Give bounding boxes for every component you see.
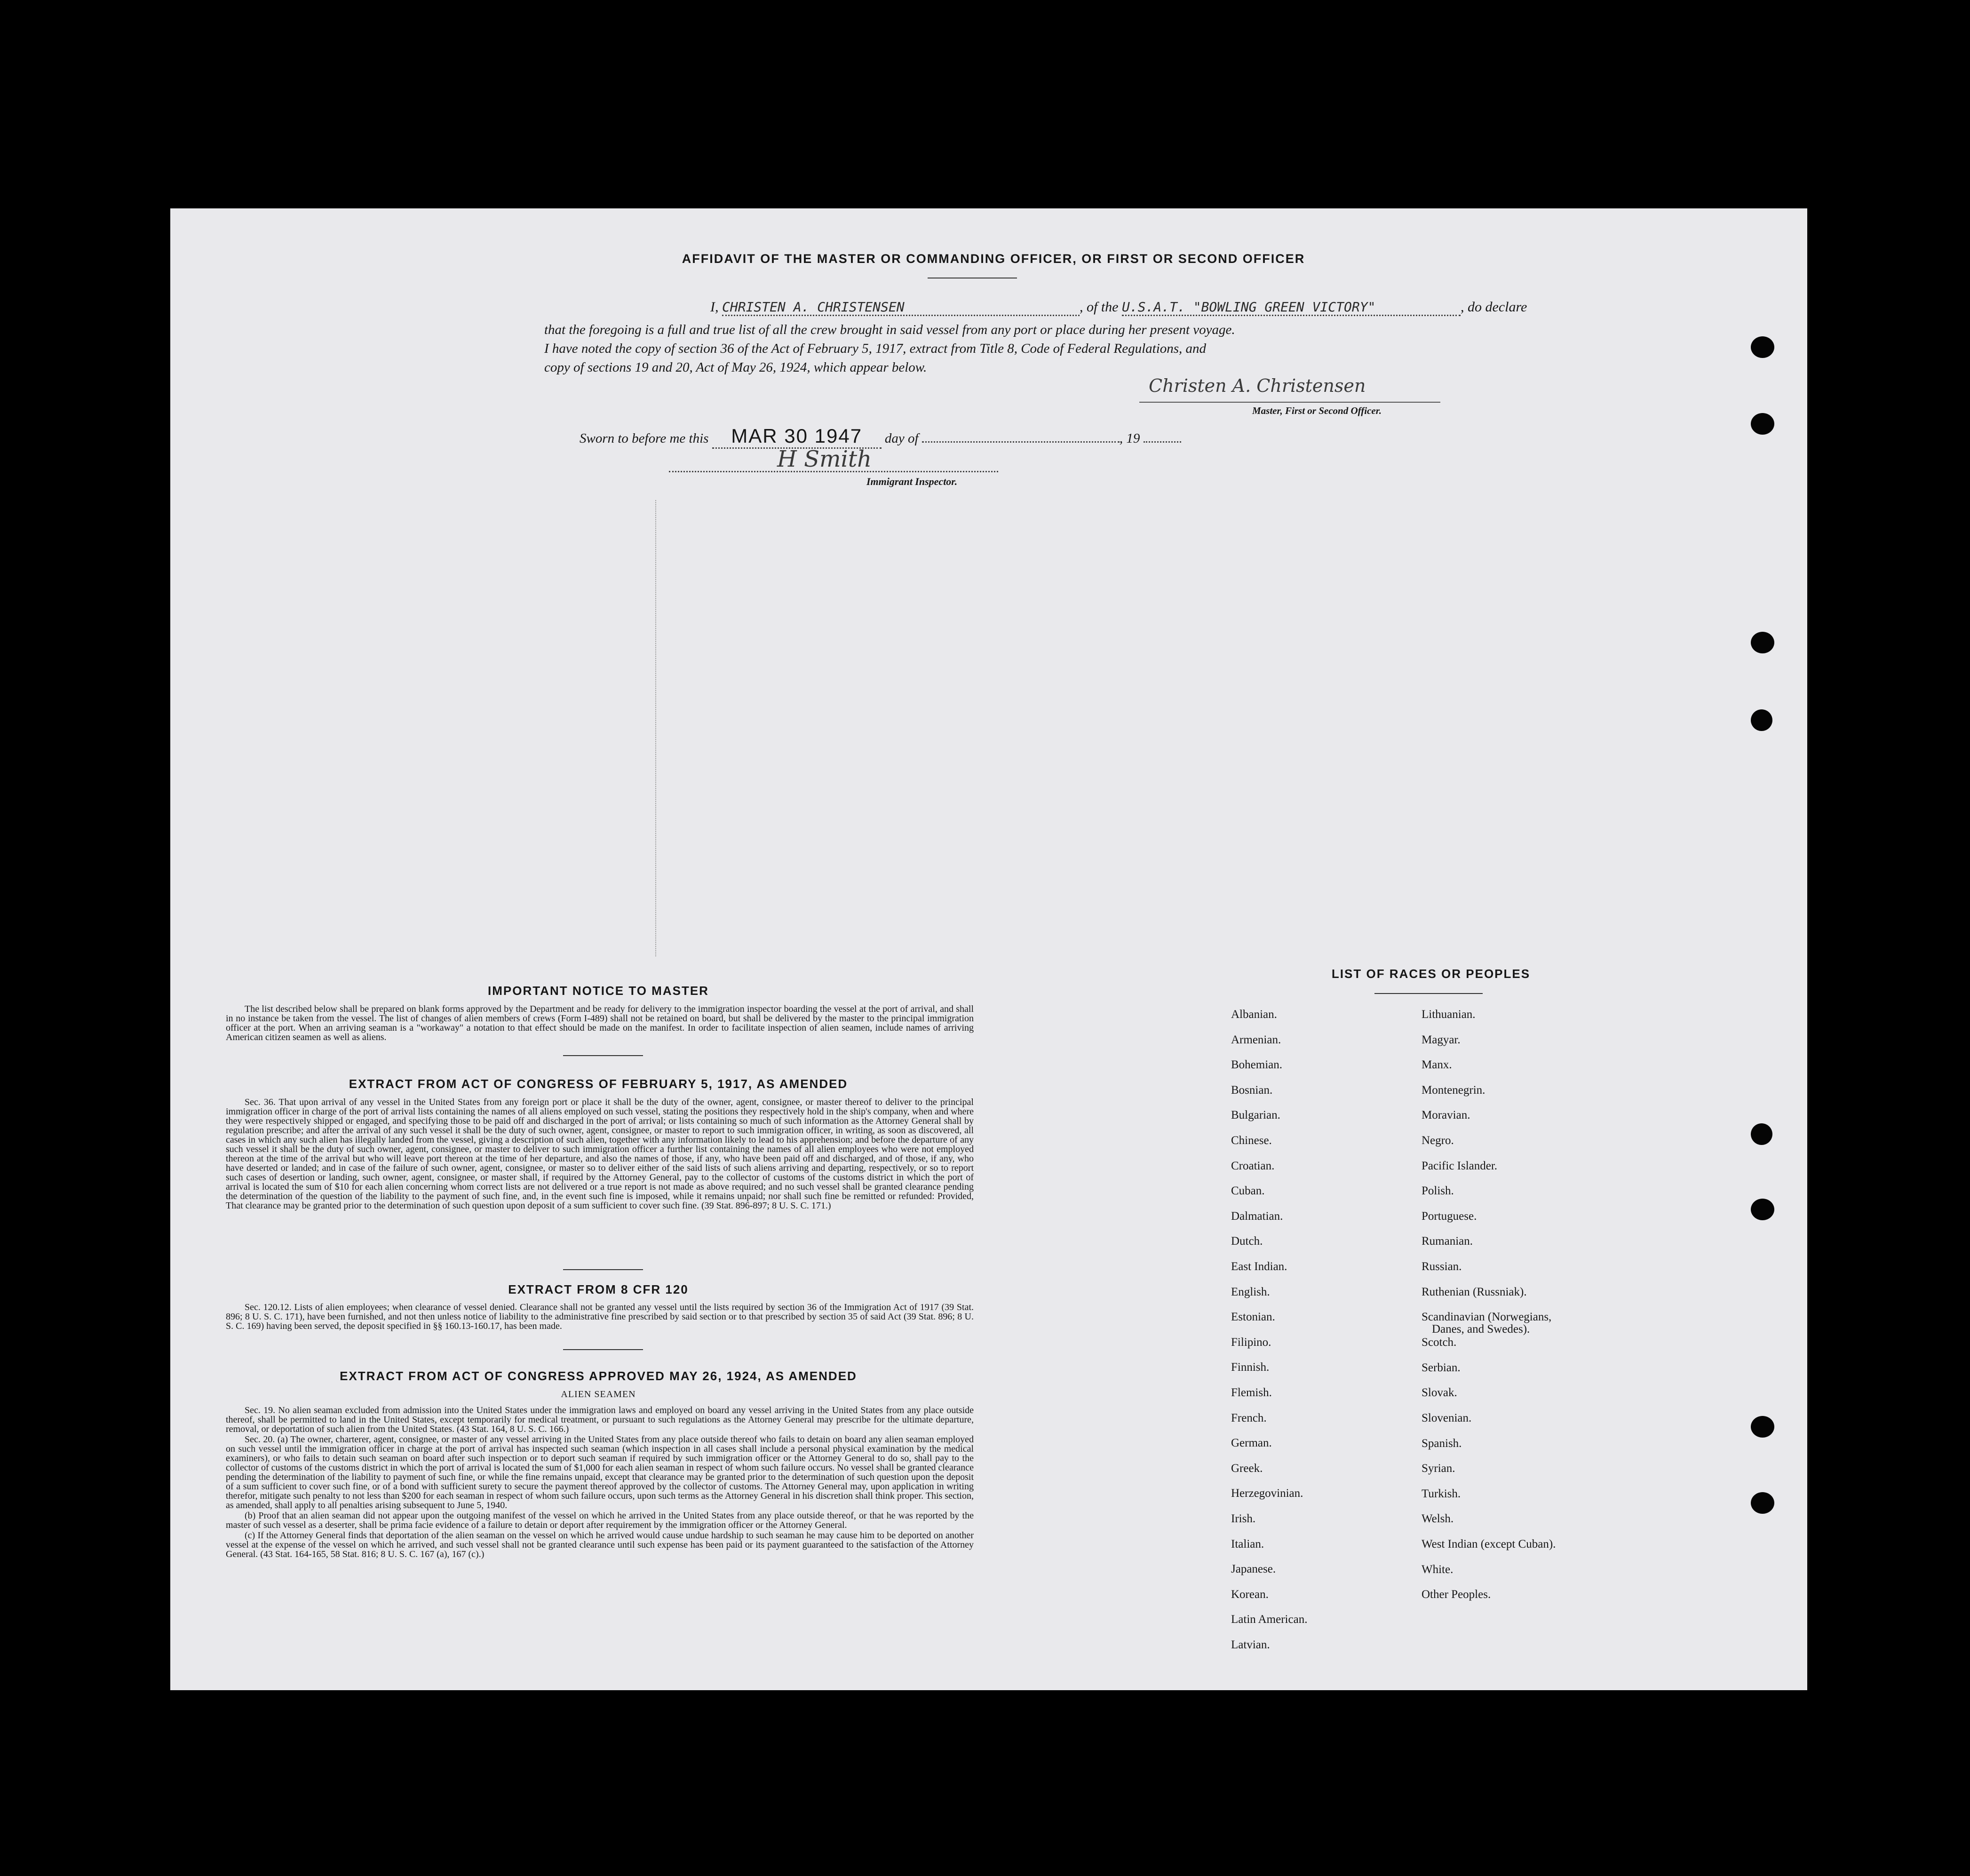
- extract-1924-sec19: Sec. 19. No alien seaman excluded from admission into the United States under the immigration laws and employed on board any vessel arriving in the United States from any place outside thereof, shall be permitted to land in the United States, except temporarily for medical treatment, or pursuant to such regulations as the Attorney General may prescribe for the ultimate departure, removal, or deportation of such alien from the United States. (43 Stat. 164, 8 U. S. C. 166.): [226, 1405, 974, 1434]
- year-prefix: , 19: [1119, 431, 1140, 446]
- extract-1924-sec20a: Sec. 20. (a) The owner, charterer, agent, consignee, or master of any vessel arriving in the United States from any place outside thereof who fails to detain on board any alien seaman employed on such vessel until the immigration officer in charge at the port of arrival has inspected such seaman (which inspection in all cases shall include a personal physical examination by the medical examiners), or who fails to detain such seaman on board after such inspection or to deport such seaman if required by such immigration officer or the Attorney General to do so, shall pay to the collector of customs of the customs district in which the port of arrival is located the sum of $1,000 for each alien seaman in respect of whom such failure occurs. No vessel shall be granted clearance pending the determination of the liability to payment of such fine, or while the fine remains unpaid, except that clearance may be granted prior to the determination of such question upon the deposit of a sum sufficient to cover such fine, or of a bond with sufficient surety to secure the payment thereof approved by the collector of customs. The Attorney General may, upon application in writing therefor, mitigate such penalty to not less than $200 for each seaman in respect of whom such failure occurs, upon such terms as the Attorney General in his discretion shall think proper. This section, as amended, shall apply to all penalties arising subsequent to June 5, 1940.: [226, 1434, 974, 1510]
- binder-hole: [1751, 413, 1774, 435]
- race-item: Portuguese.: [1422, 1209, 1477, 1223]
- race-item: Turkish.: [1422, 1487, 1461, 1500]
- extract-1924-sec20b: (b) Proof that an alien seaman did not appear upon the outgoing manifest of the vessel on which he arrived in the United States from any place outside thereof, or that he was reported by the master of such vessel as a deserter, shall be prima facie evidence of a failure to detain or deport after requirement by the immigration officer or the Attorney General.: [226, 1510, 974, 1530]
- race-item: Korean.: [1231, 1588, 1269, 1601]
- extract-1924-sec20c: (c) If the Attorney General finds that deportation of the alien seaman on the vessel on which he arrived would cause undue hardship to such seaman he may cause him to be deported on another vessel at the expense of the vessel on which he arrived, and such vessel shall not be granted clearance until such expense has been paid or its payment guaranteed to the satisfaction of the Attorney General. (43 Stat. 164-165, 58 Stat. 816; 8 U. S. C. 167 (a), 167 (c).): [226, 1530, 974, 1559]
- declaration-body: [544, 320, 1626, 377]
- extract-1917-body: [226, 1097, 974, 1211]
- race-item: Irish.: [1231, 1512, 1256, 1525]
- fold-guide-line: [655, 500, 656, 956]
- race-item: Bohemian.: [1231, 1058, 1283, 1072]
- master-signature: Christen A. Christensen: [1149, 375, 1366, 396]
- race-item: Syrian.: [1422, 1462, 1455, 1475]
- race-item: Danes, and Swedes).: [1432, 1323, 1530, 1336]
- document-page: [170, 208, 1807, 1690]
- sworn-line: [580, 425, 1473, 449]
- binder-hole: [1751, 336, 1774, 358]
- race-item: Negro.: [1422, 1134, 1454, 1147]
- sworn-date-stamp: MAR 30 1947: [712, 425, 882, 449]
- binder-hole: [1751, 709, 1772, 731]
- race-item: Polish.: [1422, 1184, 1454, 1198]
- extract-1917-sec: Sec. 36.: [245, 1097, 276, 1107]
- extract-cfr-title: EXTRACT FROM 8 CFR 120: [508, 1282, 689, 1296]
- binder-hole: [1751, 632, 1774, 653]
- month-field: [922, 441, 1120, 443]
- race-item: Welsh.: [1422, 1512, 1454, 1526]
- race-item: Serbian.: [1422, 1361, 1461, 1374]
- races-title: LIST OF RACES OR PEOPLES: [1331, 967, 1531, 981]
- year-field: [1144, 441, 1181, 443]
- race-item: Russian.: [1422, 1260, 1462, 1273]
- race-item: Scandinavian (Norwegians,: [1422, 1311, 1552, 1324]
- notice-title: IMPORTANT NOTICE TO MASTER: [488, 984, 709, 998]
- race-item: Armenian.: [1231, 1033, 1281, 1046]
- of-the-text: , of the: [1080, 299, 1119, 315]
- race-item: West Indian (except Cuban).: [1422, 1538, 1556, 1550]
- race-item: Slovenian.: [1422, 1412, 1472, 1424]
- vessel-name-field: U.S.A.T. "BOWLING GREEN VICTORY": [1122, 299, 1461, 316]
- race-item: Moravian.: [1422, 1109, 1470, 1122]
- binder-hole: [1751, 1199, 1774, 1220]
- race-item: Filipino.: [1231, 1335, 1271, 1349]
- race-item: Chinese.: [1231, 1134, 1272, 1147]
- extract-1917-text: [226, 1097, 974, 1210]
- master-name-field: CHRISTEN A. CHRISTENSEN: [722, 299, 1080, 316]
- race-item: Montenegrin.: [1422, 1083, 1485, 1097]
- race-item: Latin American.: [1231, 1613, 1308, 1626]
- extract-1917-title: EXTRACT FROM ACT OF CONGRESS OF FEBRUARY 5, 1917, AS AMENDED: [349, 1077, 848, 1091]
- inspector-signature: H Smith: [777, 446, 872, 472]
- race-item: Croatian.: [1231, 1159, 1275, 1172]
- race-item: Spanish.: [1422, 1437, 1462, 1450]
- race-item: Pacific Islander.: [1422, 1159, 1498, 1172]
- do-declare-text: , do declare: [1461, 299, 1527, 315]
- extract-1917-rule: [563, 1269, 643, 1270]
- binder-hole: [1751, 1123, 1772, 1145]
- extract-cfr-body: [226, 1303, 974, 1332]
- race-item: White.: [1422, 1563, 1454, 1576]
- sworn-prefix: Sworn to before me this: [580, 431, 709, 446]
- affidavit-title: AFFIDAVIT OF THE MASTER OR COMMANDING OFFICER, OR FIRST OR SECOND OFFICER: [682, 252, 1305, 266]
- race-item: Bosnian.: [1231, 1083, 1273, 1097]
- binder-hole: [1751, 1416, 1774, 1438]
- race-item: East Indian.: [1231, 1260, 1287, 1273]
- race-item: Latvian.: [1231, 1638, 1270, 1651]
- race-item: Scotch.: [1422, 1336, 1457, 1349]
- race-item: Manx.: [1422, 1058, 1452, 1072]
- extract-cfr-content: Lists of alien employees; when clearance of vessel denied. Clearance shall not be granted any vessel until the lists required by section 36 of the Immigration Act of 1917 (39 Stat. 896; 8 U. S. C. 171), have been furnished, and not then unless notice of liability to the administrative fine prescribed by said section or to that prescribed by section 35 of said Act (39 Stat. 896; 8 U. S. C. 169) having been served, the deposit specified in §§ 160.13-160.17, has been made.: [226, 1302, 974, 1331]
- race-item: English.: [1231, 1285, 1270, 1298]
- extract-cfr-sec: Sec. 120.12.: [245, 1302, 292, 1312]
- declaration-line-4: copy of sections 19 and 20, Act of May 26, 1924, which appear below.: [544, 360, 927, 375]
- race-item: Albanian.: [1231, 1008, 1277, 1021]
- declaration-line-2: that the foregoing is a full and true list of all the crew brought in said vessel from any port or place during her present voyage.: [544, 322, 1235, 337]
- race-item: Ruthenian (Russniak).: [1422, 1285, 1527, 1298]
- master-caption: Master, First or Second Officer.: [1252, 405, 1382, 416]
- race-item: Slovak.: [1422, 1386, 1457, 1399]
- signature-line: [1139, 402, 1440, 403]
- extract-cfr-text: [226, 1303, 974, 1331]
- inspector-line: [669, 470, 998, 472]
- notice-body: [226, 1004, 974, 1043]
- race-item: Japanese.: [1231, 1563, 1276, 1576]
- extract-1917-content: That upon arrival of any vessel in the United States from any foreign port or place it shall be the duty of the owner, agent, consignee, or master thereof to deliver to the principal immigration officer in charge of the port of arrival lists containing the names of all aliens employed on such vessel, stating the positions they respectively hold in the ship's company, when and where they were respectively shipped or engaged, and specifying those to be paid off and discharged in the port of arrival; or lists containing so much of such information as the Attorney General shall by regulation prescribe; and after the arrival of any such vessel it shall be the duty of such owner, agent, consignee, or master to report to such immigration officer, in writing, as soon as discovered, all cases in which any such alien has illegally landed from the vessel, giving a description of such alien, together with any information likely to lead to his apprehension; and before the departure of any such vessel it shall be the duty of such owner, agent, consignee, or master to deliver to such immigration officer a further list containing the names of all alien employees who were not employed thereon at the time of the arrival but who will leave port thereon at the time of her departure, and also the names of those, if any, who have been paid off and discharged, and of those, if any, who have deserted or landed; and in case of the failure of such owner, agent, consignee, or master so to deliver either of the said lists of such aliens arriving and departing, respectively, or so to report such cases of desertion or landing, such owner, agent, consignee, or master shall, if required by the Attorney General, pay to the collector of customs of the customs district in which the port of arrival is located the sum of $10 for each alien concerning whom correct lists are not delivered or a true report is not made as above required; and no such vessel shall be granted clearance pending the determination of the question of the liability to the payment of such fine, and, in the event such fine is imposed, while it remains unpaid; nor shall such fine be remitted or refunded: Provided, That clearance may be granted prior to the determination of such question upon deposit of a sum sufficient to cover such fine. (39 Stat. 896-897; 8 U. S. C. 171.): [226, 1097, 974, 1211]
- binder-hole: [1751, 1492, 1774, 1514]
- races-rule: [1374, 993, 1483, 994]
- race-item: Rumanian.: [1422, 1235, 1473, 1248]
- race-item: Bulgarian.: [1231, 1109, 1280, 1122]
- extract-cfr-rule: [563, 1349, 643, 1350]
- extract-1924-title: EXTRACT FROM ACT OF CONGRESS APPROVED MAY 26, 1924, AS AMENDED: [340, 1369, 857, 1383]
- race-item: Estonian.: [1231, 1311, 1275, 1324]
- race-item: Other Peoples.: [1422, 1588, 1491, 1601]
- race-item: German.: [1231, 1437, 1272, 1450]
- race-item: Finnish.: [1231, 1361, 1270, 1374]
- notice-text: The list described below shall be prepared on blank forms approved by the Department and be ready for delivery to the immigration inspector boarding the vessel at the port of arrival, and shall in no instance be taken from the vessel. The list of changes of alien members of crews (Form I-489) shall not be retained on board, but shall be delivered by the master to the principal immigration officer at the port. When an arriving seaman is a "workaway" a notation to that effect should be made on the manifest. In order to facilitate inspection of alien seamen, include names of arriving American citizen seamen as well as aliens.: [226, 1004, 974, 1042]
- race-item: Lithuanian.: [1422, 1008, 1476, 1021]
- race-item: Dalmatian.: [1231, 1209, 1283, 1223]
- inspector-caption: Immigrant Inspector.: [866, 476, 958, 487]
- race-item: Dutch.: [1231, 1235, 1263, 1248]
- race-item: Herzegovinian.: [1231, 1487, 1303, 1500]
- race-item: Magyar.: [1422, 1033, 1461, 1046]
- declaration-line-3: I have noted the copy of section 36 of the Act of February 5, 1917, extract from Title 8, Code of Federal Regulations, and: [544, 341, 1207, 356]
- extract-1924-subtitle: ALIEN SEAMEN: [561, 1389, 636, 1399]
- race-item: French.: [1231, 1411, 1267, 1424]
- day-of-text: day of: [884, 431, 919, 446]
- declaration-prefix: I,: [710, 299, 719, 315]
- race-item: Greek.: [1231, 1462, 1263, 1475]
- extract-1924-body: [226, 1406, 974, 1560]
- race-item: Flemish.: [1231, 1386, 1272, 1399]
- notice-rule: [563, 1055, 643, 1056]
- race-item: Cuban.: [1231, 1184, 1265, 1198]
- race-item: Italian.: [1231, 1537, 1264, 1550]
- declaration-line-1: [710, 299, 1628, 316]
